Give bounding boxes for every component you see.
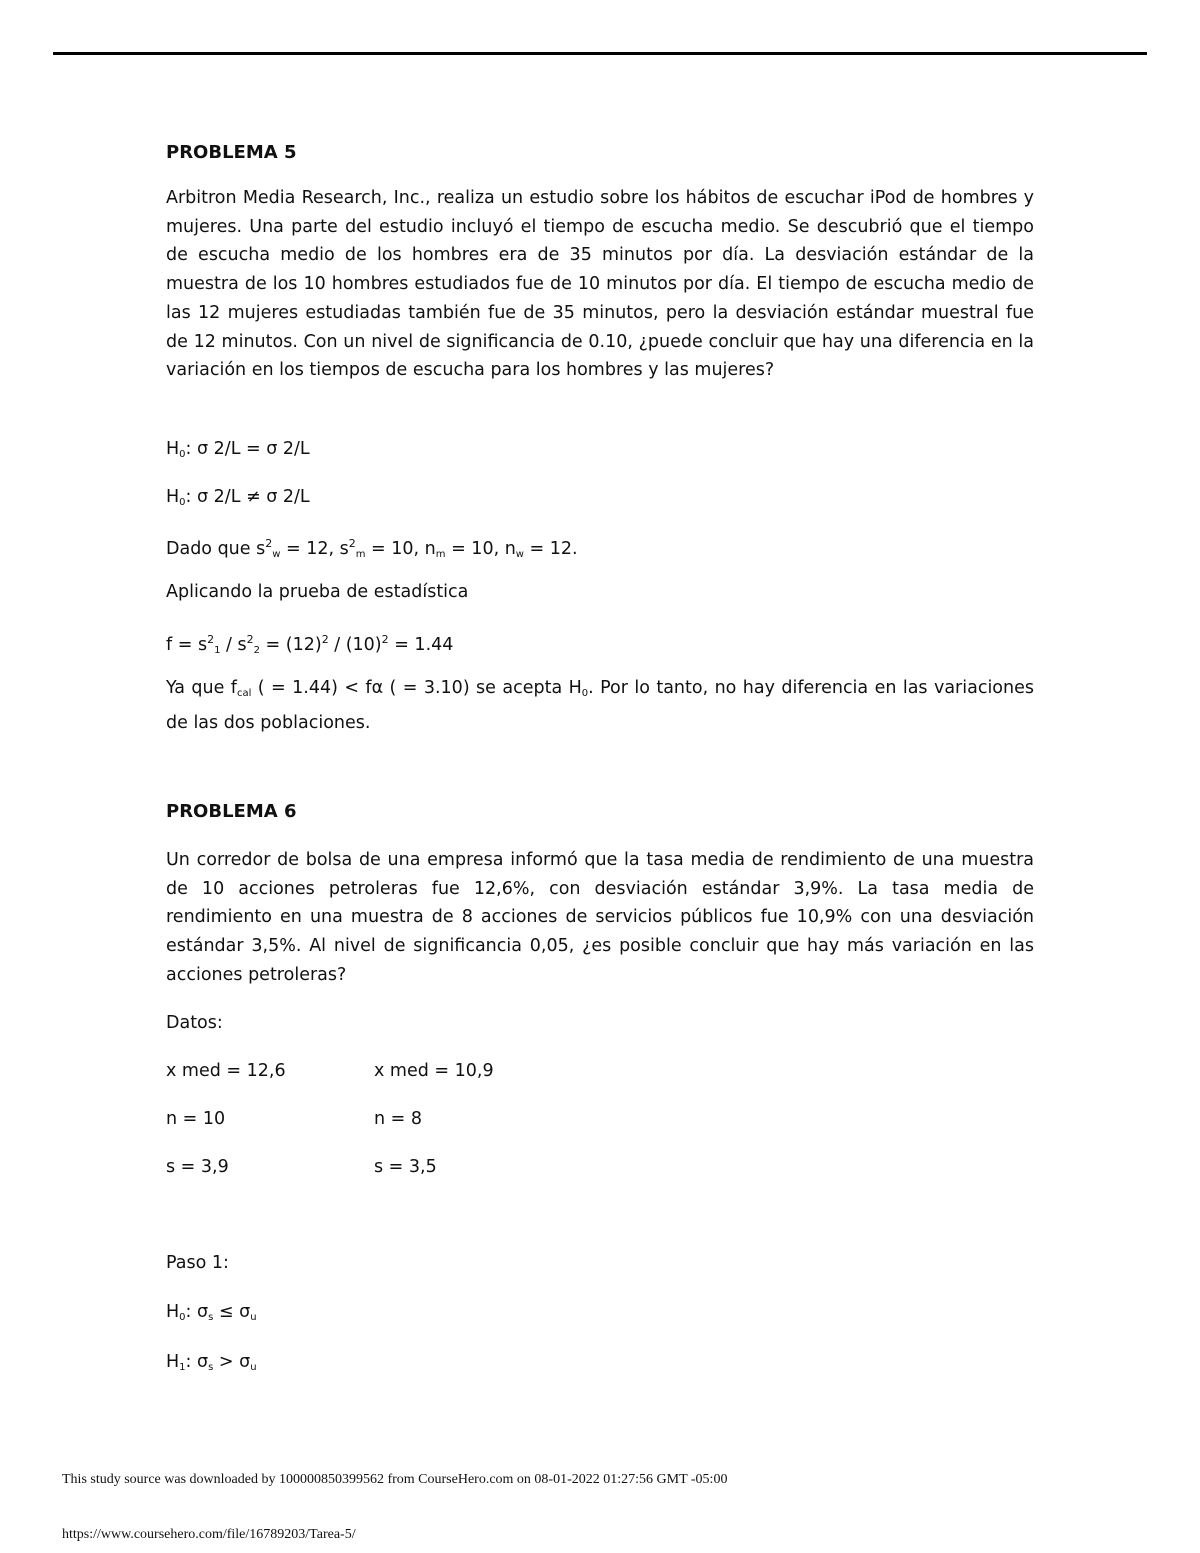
p6-null-hypothesis: $H_0$: $\sigma_s \le \sigma_u$ (166, 1302, 257, 1323)
data-left: s = 3,9 (166, 1157, 229, 1177)
p5-null-hypothesis: $H_0$: σ 2/L = σ 2/L (166, 439, 310, 460)
download-source-note: This study source was downloaded by 100000850399562 from CourseHero.com on 08-01-2022 01:27:56 GMT -05:00 (62, 1472, 728, 1487)
p5-alt-hypothesis: $H_0$: σ 2/L ≠ σ 2/L (166, 487, 310, 508)
p5-conclusion: Ya que $f_{cal}$ ( = 1.44) < fα ( = 3.10) se acepta $H_0$. Por lo tanto, no hay diferencia en las variaciones de las dos poblaciones. (166, 678, 1034, 733)
problem-5-title: PROBLEMA 5 (166, 142, 297, 163)
source-url[interactable]: https://www.coursehero.com/file/16789203/Tarea-5/ (62, 1527, 356, 1542)
data-left: x med = 12,6 (166, 1061, 286, 1081)
p6-data-row (166, 1155, 1034, 1179)
problem-5-statement: Arbitron Media Research, Inc., realiza un estudio sobre los hábitos de escuchar iPod de hombres y mujeres. Una parte del estudio incluyó el tiempo de escucha medio. Se descubrió que el tiempo de escucha medio de los hombres era de 35 minutos por día. La desviación estándar de la muestra de los 10 hombres estudiados fue de 10 minutos por día. El tiempo de escucha medio de las 12 mujeres estudiadas también fue de 35 minutos, pero la desviación estándar muestral fue de 12 minutos. Con un nivel de significancia de 0.10, ¿puede concluir que hay una diferencia en la variación en los tiempos de escucha para los hombres y las mujeres? (166, 188, 1034, 381)
problem-6-title: PROBLEMA 6 (166, 801, 297, 822)
p5-f-formula: $f = s^2_1 / s^2_2 = (12)^2 / (10)^2 = 1.44$ (166, 633, 454, 656)
p6-data-row (166, 1059, 1034, 1083)
data-left: n = 10 (166, 1109, 226, 1129)
p5-applying-text: Aplicando la prueba de estadística (166, 582, 469, 602)
top-rule (53, 52, 1147, 55)
p6-step-label: Paso 1: (166, 1253, 229, 1273)
p5-given-values: Dado que $s^2_w = 12$, $s^2_m = 10$, $n_m = 10$, $n_w = 12$. (166, 537, 578, 560)
p6-datos-label: Datos: (166, 1013, 223, 1033)
problem-6-statement: Un corredor de bolsa de una empresa informó que la tasa media de rendimiento de una muestra de 10 acciones petroleras fue 12,6%, con desviación estándar 3,9%. La tasa media de rendimiento en una muestra de 8 acciones de servicios públicos fue 10,9% con una desviación estándar 3,5%. Al nivel de significancia 0,05, ¿es posible concluir que hay más variación en las acciones petroleras? (166, 850, 1034, 985)
data-right: n = 8 (374, 1109, 423, 1129)
data-right: s = 3,5 (374, 1157, 437, 1177)
data-right: x med = 10,9 (374, 1061, 494, 1081)
p6-alt-hypothesis: $H_1$: $\sigma_s > \sigma_u$ (166, 1352, 257, 1373)
p6-data-row (166, 1107, 1034, 1131)
